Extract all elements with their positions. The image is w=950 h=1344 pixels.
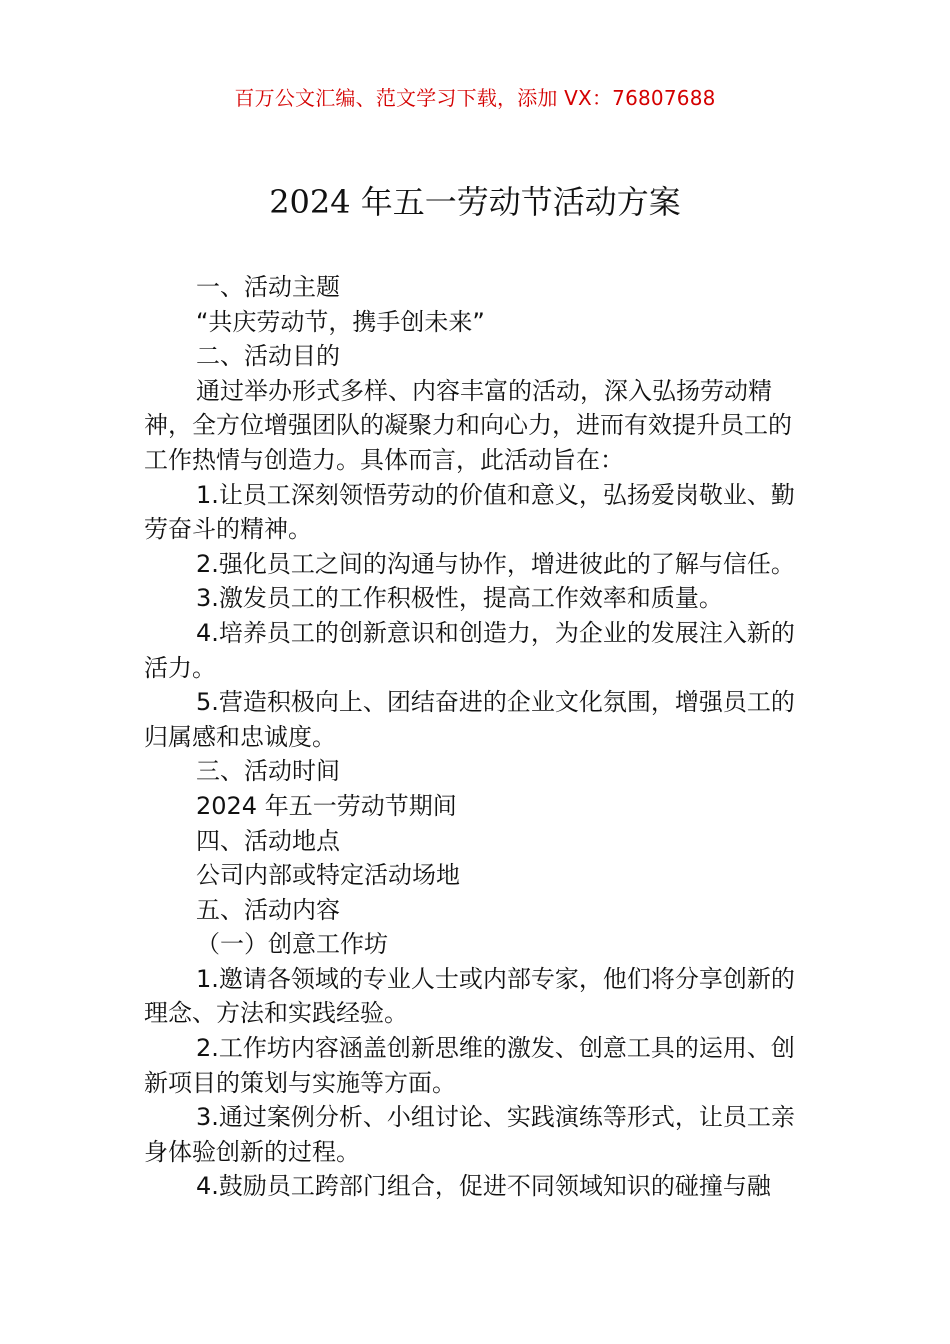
section-heading-theme: 一、活动主题: [196, 273, 340, 301]
workshop-item-2: 2.工作坊内容涵盖创新思维的激发、创意工具的运用、创新项目的策划与实施等方面。: [144, 1034, 795, 1097]
purpose-item-5: 5.营造积极向上、团结奋进的企业文化氛围，增强员工的归属感和忠诚度。: [144, 688, 795, 751]
purpose-paragraph: 通过举办形式多样、内容丰富的活动，深入弘扬劳动精神，全方位增强团队的凝聚力和向心力，进而有效提升员工的工作热情与创造力。具体而言，此活动旨在：: [144, 376, 792, 474]
section-heading-content: 五、活动内容: [196, 895, 340, 924]
section-heading-time: 三、活动时间: [196, 757, 340, 786]
workshop-item-4: 4.鼓励员工跨部门组合，促进不同领域知识的碰撞与融: [196, 1172, 771, 1201]
purpose-item-1: 1.让员工深刻领悟劳动的价值和意义，弘扬爱岗敬业、勤劳奋斗的精神。: [144, 480, 795, 544]
section-heading-location: 四、活动地点: [196, 826, 340, 855]
subsection-heading-workshop: （一）创意工作坊: [196, 930, 388, 959]
document-body: [144, 270, 810, 1204]
section-heading-purpose: 二、活动目的: [196, 342, 340, 371]
location-value: 公司内部或特定活动场地: [196, 861, 460, 890]
purpose-item-2: 2.强化员工之间的沟通与协作，增进彼此的了解与信任。: [196, 549, 795, 578]
purpose-item-3: 3.激发员工的工作积极性，提高工作效率和质量。: [196, 584, 723, 613]
theme-slogan: “共庆劳动节，携手创未来”: [196, 307, 485, 336]
header-note: 百万公文汇编、范文学习下载，添加 VX：76807688: [234, 86, 716, 110]
workshop-item-3: 3.通过案例分析、小组讨论、实践演练等形式，让员工亲身体验创新的过程。: [144, 1103, 795, 1166]
document-title: 2024 年五一劳动节活动方案: [269, 183, 681, 221]
time-value: 2024 年五一劳动节期间: [196, 791, 457, 820]
workshop-item-1: 1.邀请各领域的专业人士或内部专家，他们将分享创新的理念、方法和实践经验。: [144, 964, 795, 1028]
purpose-item-4: 4.培养员工的创新意识和创造力，为企业的发展注入新的活力。: [144, 618, 795, 682]
